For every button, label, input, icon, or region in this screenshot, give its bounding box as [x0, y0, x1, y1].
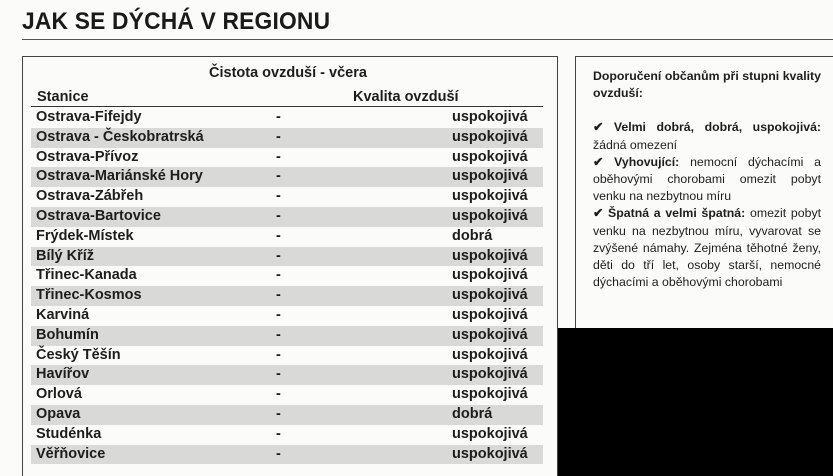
recommendation-item — [593, 119, 821, 153]
station-name: Frýdek-Místek — [36, 227, 134, 244]
quality-value: uspokojivá — [452, 326, 528, 343]
table-row — [31, 365, 543, 385]
station-name: Ostrava-Přívoz — [36, 148, 139, 165]
recommendation-text: nemocní dýchacími a oběhovými chorobami omezit pobyt venku na nezbytnou míru — [593, 154, 821, 204]
quality-value: uspokojivá — [452, 109, 528, 125]
table-row — [31, 227, 543, 247]
row-dash: - — [276, 227, 281, 244]
row-dash: - — [276, 326, 281, 343]
table-row — [31, 247, 543, 267]
row-dash: - — [276, 168, 281, 185]
row-dash: - — [276, 346, 281, 363]
row-dash: - — [276, 109, 281, 125]
row-dash: - — [276, 267, 281, 284]
table-row — [31, 266, 543, 286]
station-name: Bohumín — [36, 326, 99, 343]
quality-value: uspokojivá — [452, 287, 528, 304]
station-name: Věřňovice — [36, 445, 106, 462]
checkmark-icon: ✔ — [593, 120, 604, 135]
station-name: Karviná — [36, 306, 90, 323]
row-dash: - — [276, 425, 281, 442]
station-name: Havířov — [36, 366, 90, 383]
table-row — [31, 108, 543, 128]
recommendation-item — [593, 205, 821, 291]
row-dash: - — [276, 445, 281, 462]
table-row — [31, 286, 543, 306]
station-name: Český Těšín — [36, 346, 121, 363]
quality-value: uspokojivá — [452, 366, 528, 383]
row-dash: - — [276, 148, 281, 165]
table-body — [31, 108, 543, 464]
recommendation-list — [593, 119, 821, 291]
quality-value: uspokojivá — [452, 445, 528, 462]
row-dash: - — [276, 386, 281, 403]
row-dash: - — [276, 287, 281, 304]
table-title: Čistota ovzduší - včera — [209, 65, 367, 81]
table-row — [31, 346, 543, 366]
quality-value: uspokojivá — [452, 306, 528, 323]
station-name: Třinec-Kanada — [36, 267, 137, 284]
table-row — [31, 167, 543, 187]
recommendation-text: omezit pobyt venku na nezbytnou míru, vyvarovat se zvýšené námahy. Zejména těhotné ženy, děti do tří let, osoby starší, nemocné dýchacími a oběhovými chorobami — [593, 206, 822, 290]
checkmark-icon: ✔ — [593, 154, 604, 169]
headline-rule — [22, 39, 833, 40]
quality-value: dobrá — [452, 405, 493, 422]
recommendation-item — [593, 154, 821, 206]
recommendation-intro: Doporučení občanům při stupni kvality ovzduší: — [593, 69, 821, 101]
station-name: Ostrava-Mariánské Hory — [36, 168, 203, 185]
recommendation-text: žádná omezení — [593, 137, 678, 152]
row-dash: - — [276, 405, 281, 422]
recommendation-level: Velmi dobrá, dobrá, uspokojivá: — [613, 120, 822, 135]
table-row — [31, 445, 543, 465]
recommendation-level: Vyhovující: — [614, 154, 680, 169]
table-row — [31, 207, 543, 227]
quality-value: uspokojivá — [452, 188, 528, 205]
quality-value: uspokojivá — [452, 267, 528, 284]
station-name: Opava — [36, 405, 81, 422]
station-name: Ostrava - Českobratrská — [36, 128, 204, 145]
quality-value: uspokojivá — [452, 346, 528, 363]
quality-value: uspokojivá — [452, 148, 528, 165]
quality-value: dobrá — [452, 227, 493, 244]
column-header-quality: Kvalita ovzduší — [353, 89, 459, 105]
row-dash: - — [276, 128, 281, 145]
quality-value: uspokojivá — [452, 386, 528, 403]
table-row — [31, 148, 543, 168]
quality-value: uspokojivá — [452, 247, 528, 264]
table-row — [31, 326, 543, 346]
headline: JAK SE DÝCHÁ V REGIONU — [22, 8, 331, 35]
quality-value: uspokojivá — [452, 128, 528, 145]
station-name: Orlová — [36, 386, 82, 403]
recommendation-level: Špatná a velmi špatná: — [608, 206, 746, 221]
redacted-area — [558, 328, 833, 476]
table-row — [31, 385, 543, 405]
table-row — [31, 425, 543, 445]
table-row — [31, 405, 543, 425]
station-name: Ostrava-Bartovice — [36, 207, 161, 224]
recommendation-panel — [593, 68, 821, 291]
row-dash: - — [276, 366, 281, 383]
row-dash: - — [276, 306, 281, 323]
row-dash: - — [276, 207, 281, 224]
station-name: Ostrava-Zábřeh — [36, 188, 144, 205]
row-dash: - — [276, 247, 281, 264]
column-header-station: Stanice — [37, 89, 89, 105]
table-row — [31, 187, 543, 207]
station-name: Bílý Kříž — [36, 247, 95, 264]
station-name: Třinec-Kosmos — [36, 287, 142, 304]
row-dash: - — [276, 188, 281, 205]
checkmark-icon: ✔ — [593, 206, 604, 221]
table-row — [31, 306, 543, 326]
quality-value: uspokojivá — [452, 168, 528, 185]
quality-value: uspokojivá — [452, 207, 528, 224]
quality-value: uspokojivá — [452, 425, 528, 442]
table-row — [31, 128, 543, 148]
station-name: Studénka — [36, 425, 102, 442]
header-divider — [31, 106, 543, 107]
station-name: Ostrava-Fifejdy — [36, 109, 142, 125]
